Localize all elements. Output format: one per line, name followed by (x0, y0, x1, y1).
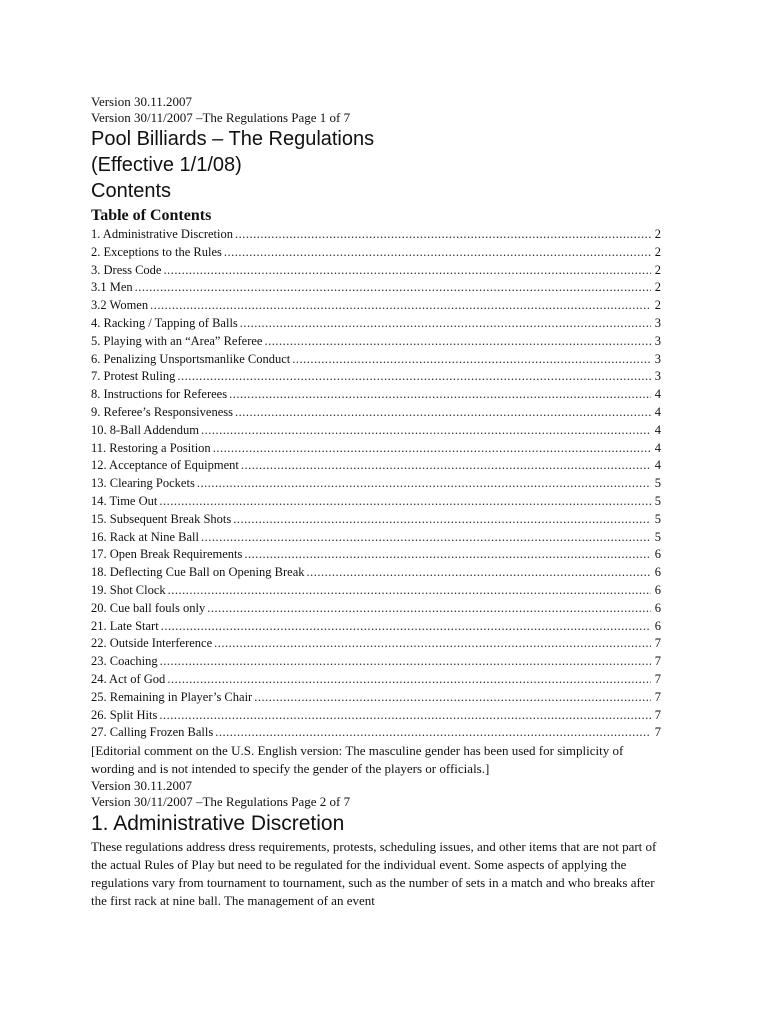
toc-entry[interactable] (91, 564, 661, 582)
toc-entry[interactable] (91, 440, 661, 458)
toc-dot-leader (159, 493, 650, 511)
toc-entry[interactable] (91, 244, 661, 262)
toc-entry-label: 13. Clearing Pockets (91, 476, 195, 491)
toc-dot-leader (167, 671, 650, 689)
toc-entry-page: 5 (654, 511, 661, 526)
toc-entry-label: 2. Exceptions to the Rules (91, 244, 222, 259)
toc-entry-page: 6 (654, 600, 661, 615)
toc-entry-label: 14. Time Out (91, 493, 158, 508)
toc-entry[interactable] (91, 511, 661, 529)
toc-entry-page: 2 (654, 280, 661, 295)
toc-entry-page: 5 (654, 476, 661, 491)
toc-entry-page: 7 (654, 636, 661, 651)
toc-entry[interactable] (91, 618, 661, 636)
toc-dot-leader (207, 600, 651, 618)
toc-dot-leader (168, 582, 651, 600)
version-line-page2: Version 30.11.2007 (91, 778, 192, 794)
toc-entry[interactable] (91, 724, 661, 742)
running-head: Version 30/11/2007 –The Regulations Page 1 of 7 (91, 110, 351, 125)
toc-entry[interactable] (91, 226, 661, 244)
toc-dot-leader (235, 404, 651, 422)
section-body: These regulations address dress requirements, protests, scheduling issues, and other items that are not part of the actual Rules of Play but need to be regulated for the individual event. Some aspects of applying the regulations vary from tournament to tournament, such as the number of sets in a match and who breaks after the first rack at nine ball. The management of an event (91, 839, 657, 909)
toc-entry-label: 3. Dress Code (91, 262, 162, 277)
toc-entry-label: 21. Late Start (91, 618, 159, 633)
toc-entry[interactable] (91, 351, 661, 369)
toc-entry-page: 5 (654, 529, 661, 544)
toc-entry-label: 19. Shot Clock (91, 582, 166, 597)
toc-entry[interactable] (91, 333, 661, 351)
document-page (91, 94, 661, 910)
toc-entry[interactable] (91, 297, 661, 315)
toc-entry[interactable] (91, 635, 661, 653)
toc-entry-label: 16. Rack at Nine Ball (91, 529, 199, 544)
toc-entry[interactable] (91, 582, 661, 600)
toc-entry[interactable] (91, 546, 661, 564)
toc-dot-leader (233, 511, 650, 529)
toc-entry-label: 15. Subsequent Break Shots (91, 511, 232, 526)
toc-entry-page: 3 (654, 369, 661, 384)
toc-entry-label: 17. Open Break Requirements (91, 547, 243, 562)
toc-entry-page: 2 (654, 262, 661, 277)
toc-entry-page: 4 (654, 440, 661, 455)
toc-entry-page: 4 (654, 387, 661, 402)
toc-entry[interactable] (91, 653, 661, 671)
toc-dot-leader (241, 457, 651, 475)
toc-entry[interactable] (91, 422, 661, 440)
toc-dot-leader (229, 386, 651, 404)
toc-entry[interactable] (91, 689, 661, 707)
toc-entry[interactable] (91, 707, 661, 725)
toc-entry[interactable] (91, 315, 661, 333)
toc-dot-leader (240, 315, 651, 333)
toc-dot-leader (160, 653, 651, 671)
toc-entry-label: 5. Playing with an “Area” Referee (91, 333, 263, 348)
toc-dot-leader (224, 244, 651, 262)
toc-entry-page: 7 (654, 689, 661, 704)
toc-entry[interactable] (91, 262, 661, 280)
toc-dot-leader (244, 546, 650, 564)
toc-entry-page: 2 (654, 227, 661, 241)
toc-entry-label: 26. Split Hits (91, 707, 158, 722)
toc-entry-label: 6. Penalizing Unsportsmanlike Conduct (91, 351, 291, 366)
table-of-contents (91, 226, 661, 742)
toc-entry-label: 22. Outside Interference (91, 636, 213, 651)
toc-entry[interactable] (91, 404, 661, 422)
toc-dot-leader (201, 529, 651, 547)
toc-dot-leader (213, 440, 651, 458)
toc-dot-leader (215, 724, 651, 742)
toc-entry[interactable] (91, 529, 661, 547)
toc-entry[interactable] (91, 368, 661, 386)
toc-entry-page: 6 (654, 618, 661, 633)
toc-entry-page: 2 (654, 244, 661, 259)
contents-heading: Contents (91, 180, 172, 202)
toc-entry[interactable] (91, 386, 661, 404)
toc-entry-label: 9. Referee’s Responsiveness (91, 404, 233, 419)
toc-entry-label: 20. Cue ball fouls only (91, 600, 206, 615)
toc-dot-leader (159, 707, 650, 725)
toc-entry-page: 7 (654, 671, 661, 686)
toc-entry[interactable] (91, 600, 661, 618)
toc-dot-leader (197, 475, 651, 493)
toc-entry-label: 12. Acceptance of Equipment (91, 458, 239, 473)
toc-entry-label: 23. Coaching (91, 654, 158, 669)
editorial-comment: [Editorial comment on the U.S. English version: The masculine gender has been used for simplicity of wording and is not intended to specify the gender of the players or officials.] (91, 743, 624, 777)
version-line: Version 30.11.2007 (91, 94, 192, 109)
toc-dot-leader (254, 689, 651, 707)
running-head-page2: Version 30/11/2007 –The Regulations Page 2 of 7 (91, 794, 351, 810)
toc-entry-page: 7 (654, 654, 661, 669)
toc-entry-label: 10. 8-Ball Addendum (91, 422, 199, 437)
toc-dot-leader (201, 422, 651, 440)
toc-entry-label: 25. Remaining in Player’s Chair (91, 689, 253, 704)
toc-dot-leader (264, 333, 650, 351)
toc-entry-page: 7 (654, 725, 661, 740)
toc-entry-page: 3 (654, 333, 661, 348)
toc-dot-leader (235, 226, 651, 244)
toc-entry-label: 3.1 Men (91, 280, 133, 295)
section-heading: 1. Administrative Discretion (91, 812, 345, 836)
toc-entry-label: 11. Restoring a Position (91, 440, 211, 455)
toc-dot-leader (161, 618, 651, 636)
toc-entry[interactable] (91, 493, 661, 511)
toc-entry-page: 3 (654, 351, 661, 366)
toc-dot-leader (292, 351, 650, 369)
toc-entry-page: 4 (654, 422, 661, 437)
toc-dot-leader (163, 262, 650, 280)
toc-entry-page: 5 (654, 493, 661, 508)
toc-entry-page: 6 (654, 582, 661, 597)
toc-dot-leader (307, 564, 651, 582)
toc-entry[interactable] (91, 475, 661, 493)
toc-entry-page: 6 (654, 547, 661, 562)
toc-entry-label: 7. Protest Ruling (91, 369, 176, 384)
toc-entry-label: 1. Administrative Discretion (91, 227, 233, 241)
toc-entry-page: 2 (654, 298, 661, 313)
toc-entry[interactable] (91, 279, 661, 297)
toc-entry-page: 6 (654, 565, 661, 580)
document-subtitle: (Effective 1/1/08) (91, 154, 242, 176)
document-title: Pool Billiards – The Regulations (91, 128, 375, 150)
toc-entry[interactable] (91, 671, 661, 689)
toc-entry-label: 4. Racking / Tapping of Balls (91, 315, 238, 330)
toc-dot-leader (150, 297, 651, 315)
toc-entry-page: 4 (654, 404, 661, 419)
toc-entry-label: 18. Deflecting Cue Ball on Opening Break (91, 565, 305, 580)
toc-dot-leader (177, 368, 650, 386)
toc-entry-page: 4 (654, 458, 661, 473)
toc-entry-label: 24. Act of God (91, 671, 166, 686)
toc-dot-leader (135, 279, 651, 297)
toc-entry-label: 8. Instructions for Referees (91, 387, 228, 402)
toc-entry-page: 7 (654, 707, 661, 722)
toc-heading: Table of Contents (91, 207, 212, 224)
toc-entry-label: 27. Calling Frozen Balls (91, 725, 214, 740)
toc-entry-page: 3 (654, 315, 661, 330)
toc-entry[interactable] (91, 457, 661, 475)
toc-dot-leader (214, 635, 651, 653)
toc-entry-label: 3.2 Women (91, 298, 149, 313)
